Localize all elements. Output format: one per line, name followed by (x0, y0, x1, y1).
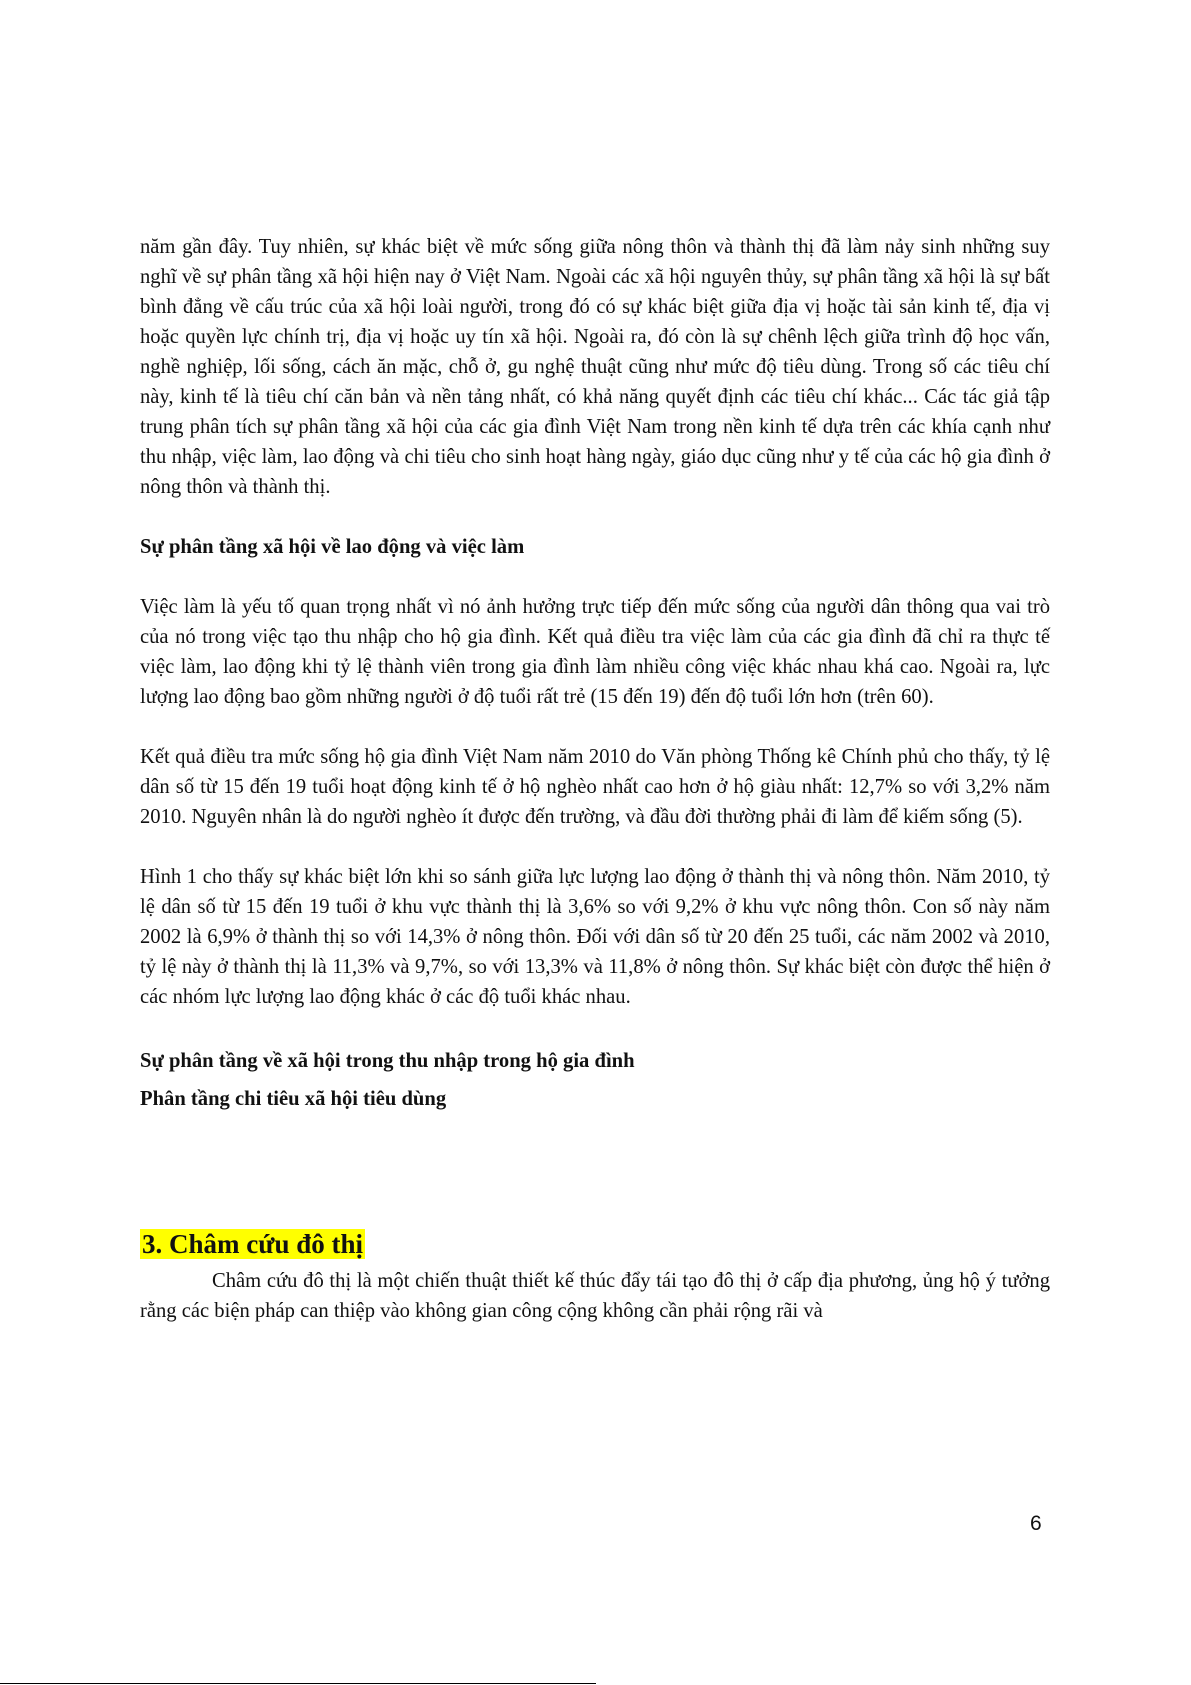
chapter-heading (140, 1224, 1050, 1264)
heading-spending-stratification: Phân tầng chi tiêu xã hội tiêu dùng (140, 1088, 447, 1110)
paragraph-survey: Kết quả điều tra mức sống hộ gia đình Việt Nam năm 2010 do Văn phòng Thống kê Chính phủ cho thấy, tỷ lệ dân số từ 15 đến 19 tuổi hoạt động kinh tế ở hộ nghèo nhất cao hơn ở hộ giàu nhất: 12,7% so với 3,2% năm 2010. Nguyên nhân là do người nghèo ít được đến trường, và đầu đời thường phải đi làm để kiếm sống (5). (140, 746, 1050, 828)
paragraph-figure-1: Hình 1 cho thấy sự khác biệt lớn khi so sánh giữa lực lượng lao động ở thành thị và nông thôn. Năm 2010, tỷ lệ dân số từ 15 đến 19 tuổi ở khu vực thành thị là 3,6% so với 9,2% ở khu vực nông thôn. Con số này năm 2002 là 6,9% ở thành thị so với 14,3% ở nông thôn. Đối với dân số từ 20 đến 25 tuổi, các năm 2002 và 2010, tỷ lệ này ở thành thị là 11,3% và 9,7%, so với 13,3% và 11,8% ở nông thôn. Sự khác biệt còn được thể hiện ở các nhóm lực lượng lao động khác ở các độ tuổi khác nhau. (140, 866, 1050, 1008)
heading-income-stratification: Sự phân tầng về xã hội trong thu nhập trong hộ gia đình (140, 1050, 635, 1072)
chapter-heading-highlight: 3. Châm cứu đô thị (142, 1229, 363, 1259)
page-content (140, 232, 1050, 1326)
page-number: 6 (1030, 1512, 1042, 1535)
page-bottom-divider (0, 1683, 596, 1684)
paragraph-labor: Việc làm là yếu tố quan trọng nhất vì nó ảnh hưởng trực tiếp đến mức sống của người dân thông qua vai trò của nó trong việc tạo thu nhập cho hộ gia đình. Kết quả điều tra việc làm của các gia đình đã chỉ ra thực tế việc làm, lao động khi tỷ lệ thành viên trong gia đình làm nhiều công việc khác nhau khá cao. Ngoài ra, lực lượng lao động bao gồm những người ở độ tuổi rất trẻ (15 đến 19) đến độ tuổi lớn hơn (trên 60). (140, 596, 1050, 708)
paragraph-intro: năm gần đây. Tuy nhiên, sự khác biệt về mức sống giữa nông thôn và thành thị đã làm nảy sinh những suy nghĩ về sự phân tầng xã hội hiện nay ở Việt Nam. Ngoài các xã hội nguyên thủy, sự phân tầng xã hội là sự bất bình đẳng về cấu trúc của xã hội loài người, trong đó có sự khác biệt giữa địa vị hoặc tài sản kinh tế, địa vị hoặc quyền lực chính trị, địa vị hoặc uy tín xã hội. Ngoài ra, đó còn là sự chênh lệch giữa trình độ học vấn, nghề nghiệp, lối sống, cách ăn mặc, chỗ ở, gu nghệ thuật cũng như mức độ tiêu dùng. Trong số các tiêu chí này, kinh tế là tiêu chí căn bản và nền tảng nhất, có khả năng quyết định các tiêu chí khác... Các tác giả tập trung phân tích sự phân tầng xã hội của các gia đình Việt Nam trong nền kinh tế dựa trên các khía cạnh như thu nhập, việc làm, lao động và chi tiêu cho sinh hoạt hàng ngày, giáo dục cũng như y tế của các hộ gia đình ở nông thôn và thành thị. (140, 236, 1050, 498)
subheadings-block (140, 1042, 1050, 1118)
paragraph-urban-acupuncture: Châm cứu đô thị là một chiến thuật thiết kế thúc đẩy tái tạo đô thị ở cấp địa phương, ủng hộ ý tưởng rằng các biện pháp can thiệp vào không gian công cộng không cần phải rộng rãi và (140, 1270, 1050, 1322)
heading-labor-employment: Sự phân tầng xã hội về lao động và việc làm (140, 536, 525, 558)
